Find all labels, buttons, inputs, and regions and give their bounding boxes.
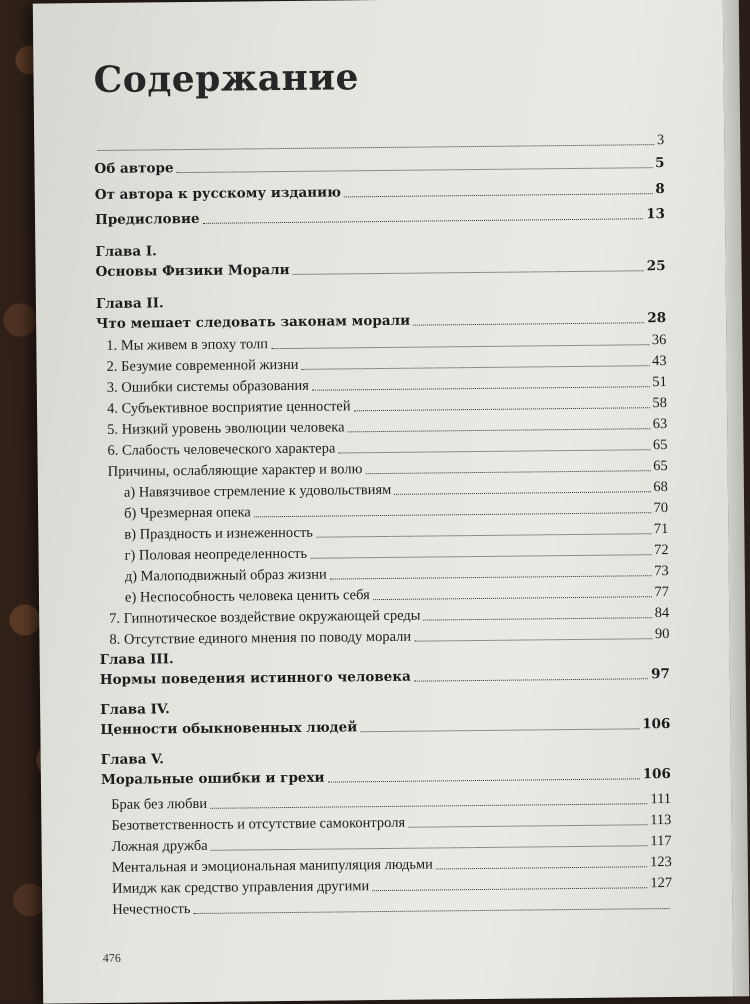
chapter-2-heading: Глава II. [95,295,164,312]
toc-label: От автора к русскому изданию [94,184,341,204]
toc-row-ch2-item-4[interactable] [107,394,667,418]
toc-row-ch2-item-2[interactable] [106,352,666,376]
leader-dots [424,617,652,620]
toc-row-preface[interactable] [95,205,665,229]
leader-dots [97,144,654,151]
leader-dots [372,887,647,891]
toc-row-ch2-item-9[interactable] [124,499,668,523]
toc-label: 2. Безумие современной жизни [106,356,299,375]
toc-row-ch2-item-14[interactable] [109,604,669,628]
chapter-4-heading: Глава IV. [100,701,170,718]
toc-page: 36 [651,332,667,349]
toc-label: 4. Субъективное восприятие ценностей [106,398,351,417]
toc-row-ch5-item-2[interactable] [111,811,671,835]
toc-label: Нечестность [112,901,191,918]
chapter-5-heading: Глава V. [100,751,165,768]
toc-row-chapter-3[interactable] [100,665,670,689]
toc-label: Предисловие [94,210,200,228]
leader-dots [365,470,650,474]
leader-dots [348,428,650,432]
toc-page: 113 [650,811,672,829]
chapter-1-heading: Глава I. [95,243,157,260]
leader-dots [293,270,644,275]
toc-row-ch2-item-3[interactable] [107,373,667,397]
toc-label: Безответственность и отсутствие самоконтроля [111,814,406,834]
toc-row-ch2-item-10[interactable] [124,520,668,544]
leader-dots [271,344,649,349]
toc-page: 70 [653,500,669,517]
leader-dots [408,824,647,828]
leader-dots [413,322,644,325]
toc-row-ch2-item-1[interactable] [106,331,666,355]
leader-dots [203,218,644,224]
leader-dots [436,866,647,869]
toc-page: 28 [647,310,667,327]
toc-row-ch2-item-7[interactable] [108,457,668,481]
leader-dots [373,596,652,600]
leader-dots [344,193,652,197]
toc-label: г) Половая неопределенность [124,545,308,564]
toc-row-about-author[interactable] [94,154,664,178]
leader-dots [177,167,653,173]
toc-page: 117 [650,832,672,850]
toc-row-ch5-item-5[interactable] [112,874,672,898]
toc-page: 127 [650,874,673,892]
toc-row-ch2-item-12[interactable] [125,562,669,586]
toc-label: 5. Низкий уровень эволюции человека [107,419,345,438]
toc-page: 97 [650,666,670,683]
toc-row-ch2-item-11[interactable] [124,541,668,565]
toc-label: в) Праздность и изнеженность [124,524,313,543]
toc-page: 106 [642,716,671,733]
toc-label: Моральные ошибки и грехи [100,769,325,788]
toc-label: а) Навязчивое стремление к удовольствиям [123,481,392,501]
chapter-3-heading: Глава III. [99,651,174,668]
toc-label: Брак без любви [111,795,208,813]
leader-dots [330,575,652,579]
leader-dots [254,512,651,517]
toc-label: Нормы поведения истинного человека [99,668,411,688]
leader-dots [394,491,650,495]
toc-page: 3 [656,132,665,149]
leader-dots [193,908,669,914]
toc-label: 6. Слабость человеческого характера [107,440,336,459]
toc-page: 111 [650,790,672,808]
leader-dots [328,778,640,782]
toc-row-top [94,131,664,155]
toc-page: 73 [654,563,669,580]
toc-page: 71 [653,521,669,538]
toc-label: Основы Физики Морали [95,261,290,280]
toc-page: 43 [651,353,667,370]
toc-page: 8 [655,181,665,198]
leader-dots [302,365,650,370]
toc-label: 8. Отсутствие единого мнения по поводу морали [109,628,412,648]
toc-page: 5 [654,155,665,172]
toc-label: 3. Ошибки системы образования [106,377,310,396]
toc-row-ch5-item-1[interactable] [111,790,671,814]
toc-row-chapter-2[interactable] [96,309,666,333]
page-number: 476 [102,950,121,965]
page-title: Содержание [93,56,360,102]
toc-label: е) Неспособность человека ценить себя [124,587,370,606]
toc-row-ch2-item-6[interactable] [107,436,667,460]
leader-dots [316,533,651,538]
toc-row-ch5-item-3[interactable] [112,832,672,856]
leader-dots [414,638,652,641]
toc-row-ch5-item-4[interactable] [112,853,672,877]
toc-row-ch5-item-6[interactable] [112,895,672,919]
toc-content [93,0,673,1003]
toc-row-ch2-item-5[interactable] [107,415,667,439]
toc-label: Что мешает следовать законам морали [96,312,411,332]
toc-label: Ценности обыкновенных людей [100,719,358,738]
leader-dots [414,678,648,681]
toc-page: 90 [654,626,670,643]
toc-page: 65 [652,437,668,454]
toc-row-chapter-1[interactable] [96,257,666,281]
leader-dots [210,803,647,809]
toc-row-ch2-item-8[interactable] [124,478,668,502]
leader-dots [310,554,651,559]
toc-row-ch2-item-15[interactable] [109,625,669,649]
toc-row-to-russian[interactable] [95,180,665,204]
toc-label: Ложная дружба [111,837,208,855]
toc-row-chapter-5[interactable] [101,765,671,789]
toc-label: Ментальная и эмоциональная манипуляция людьми [111,856,433,876]
toc-page: 123 [649,853,672,871]
book-page [33,0,733,1004]
toc-label: 7. Гипнотическое воздействие окружающей среды [109,607,421,627]
toc-label: Причины, ослабляющие характер и волю [107,461,363,480]
leader-dots [360,728,639,732]
leader-dots [312,386,649,391]
toc-label: Об авторе [94,160,174,178]
toc-page: 77 [654,584,670,601]
toc-label: 1. Мы живем в эпоху толп [106,336,269,354]
toc-page: 72 [653,542,669,559]
toc-label: Имидж как средство управления другими [111,878,370,897]
toc-page: 58 [652,395,668,412]
page-edge [723,0,749,996]
toc-page: 51 [652,374,667,391]
toc-page: 13 [646,206,666,223]
toc-label: д) Малоподвижный образ жизни [124,566,327,585]
leader-dots [338,449,650,453]
toc-page: 25 [646,258,666,275]
toc-row-ch2-item-13[interactable] [125,583,669,607]
toc-page: 63 [652,416,668,433]
toc-page: 106 [642,766,671,783]
toc-row-chapter-4[interactable] [100,715,670,739]
toc-page: 84 [654,605,670,622]
toc-label: б) Чрезмерная опека [124,504,251,522]
leader-dots [211,845,648,851]
toc-page: 68 [653,479,668,496]
toc-page: 65 [653,458,668,475]
leader-dots [354,407,650,411]
